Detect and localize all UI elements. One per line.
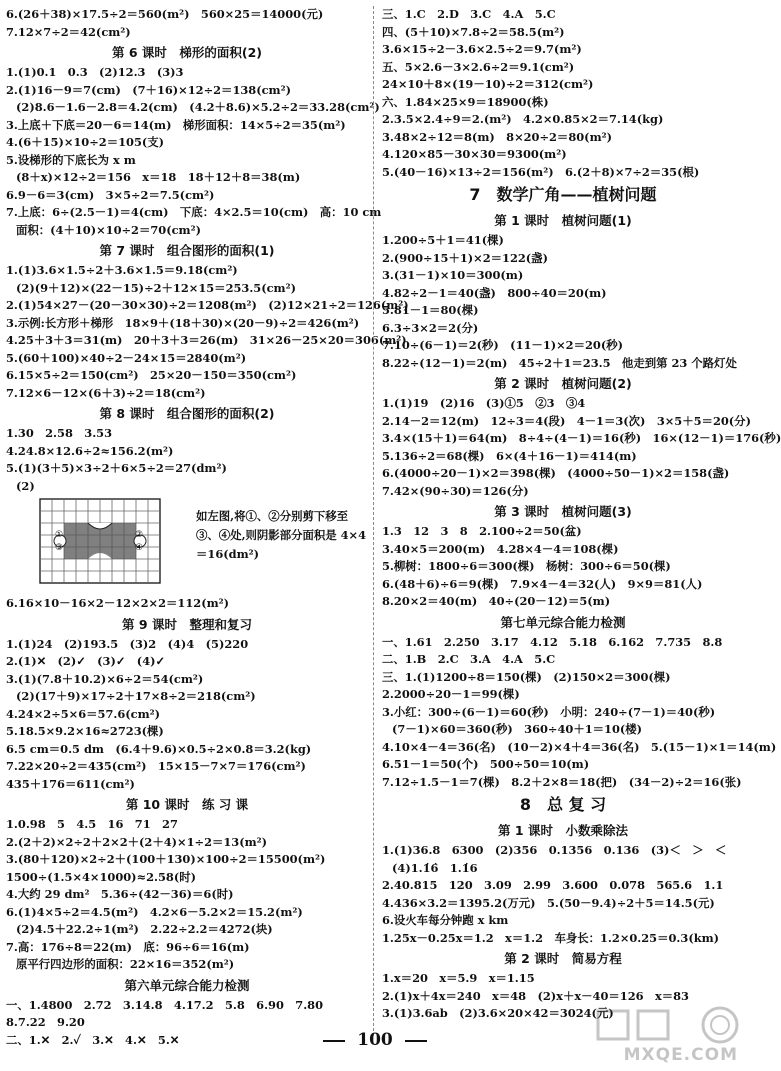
section-title: 第 9 课时 整理和复习 (122, 616, 252, 632)
answer-line: 5.(1)(3＋5)×3÷2＋6×5÷2＝27(dm²) (6, 461, 227, 475)
section-title: 第 10 课时 练 习 课 (125, 797, 249, 812)
section-lesson-6 (6, 41, 382, 239)
answer-line: 8.7.22 9.20 (6, 1015, 85, 1029)
section-lesson-8 (6, 402, 368, 613)
answer-line: 4.24×2÷5×6＝57.6(cm²) (6, 706, 161, 721)
answer-line: 6.16×10－16×2－12×2×2＝112(m²) (6, 596, 230, 610)
answer-line: 5.设梯形的下底长为 x m (6, 152, 136, 167)
answer-lines (6, 262, 409, 402)
left-column (6, 6, 409, 1049)
answer-line: 6.51－1＝50(个) 500÷50＝10(m) (382, 757, 590, 771)
answer-line: 原平行四边形的面积：22×16＝352(m²) (16, 957, 235, 971)
answer-line: 一、1.61 2.250 3.17 4.12 5.18 6.162 7.735 8.8 (382, 634, 723, 649)
answer-line: (2)8.6－1.6－2.8＝4.2(cm) (4.2＋8.6)×5.2÷2＝33.28(cm²) (16, 100, 380, 114)
answer-line: 3.示例:长方形＋梯形 18×9＋(18＋30)×(20－9)÷2＝426(m²) (6, 315, 360, 330)
answer-lines (382, 523, 744, 611)
section-title: 第六单元综合能力检测 (124, 977, 250, 993)
answer-line: (7－1)×60＝360(秒) 360÷40＋1＝10(楼) (392, 722, 643, 736)
answer-line: 4.82÷2－1＝40(盏) 800÷40＝20(m) (382, 285, 607, 300)
grid-figure (20, 497, 180, 593)
answer-line: 6.(48＋6)÷6＝9(棵) 7.9×4－4＝32(人) 9×9＝81(人) (382, 576, 703, 591)
answer-line: (2)(17＋9)×17÷2＋17×8÷2＝218(cm²) (16, 689, 256, 703)
section-title: 第 2 课时 简易方程 (504, 951, 622, 966)
right-pre-lines (382, 6, 744, 181)
answer-line: 5.81－1＝80(棵) (382, 303, 479, 317)
section-title: 第 7 课时 组合图形的面积(1) (99, 243, 275, 258)
answer-line: 2.14－2＝12(m) 12÷3＝4(段) 4－1＝3(次) 3×5＋5＝20(分) (382, 413, 751, 428)
answer-line: 4.25＋3＋3＝31(m) 20＋3＋3＝26(m) 31×26－25×20＝306(m²) (6, 333, 407, 347)
answer-line: 435＋176＝611(cm²) (6, 776, 135, 791)
grid-mark-2: ② (135, 530, 144, 540)
grid-caption-text: 如左图,将①、②分别剪下移至③、④处,则阴影部分面积是 4×4＝16(dm²) (196, 509, 367, 561)
answer-line: 6.(1)4×5÷2＝4.5(m²) 4.2×6－5.2×2＝15.2(m²) (6, 904, 303, 919)
answer-line: 5.(60＋100)×40÷2－24×15＝2840(m²) (6, 350, 247, 365)
answer-line: 1.(1)19 (2)16 (3)①5 ②3 ③4 (382, 396, 586, 410)
answer-line: 3.48×2÷12＝8(m) 8×20÷2＝80(m²) (382, 129, 612, 144)
answer-lines (382, 395, 781, 500)
section-lesson-7 (6, 239, 409, 402)
answer-line: 7.12×6－12×(6＋3)÷2＝18(cm²) (6, 385, 206, 400)
section-lesson-10 (6, 793, 368, 974)
answer-line: 6.15×5÷2＝150(cm²) 25×20－150＝350(cm²) (6, 368, 297, 382)
answer-line: 面积：(4＋10)×10÷2＝70(cm²) (16, 222, 201, 237)
watermark-logo (592, 1005, 742, 1067)
section-title: 第 2 课时 植树问题(2) (494, 376, 632, 391)
answer-line: 1.0.98 5 4.5 16 71 27 (6, 817, 178, 831)
answer-lines (382, 634, 777, 792)
answer-line: 3.(1)3.6ab (2)3.6×20×42＝3024(元) (382, 1006, 614, 1020)
answer-line: 6.5 cm＝0.5 dm (6.4＋9.6)×0.5÷2×0.8＝3.2(kg) (6, 741, 312, 756)
answer-line: (2) (16, 478, 35, 493)
answer-line: 6.(26＋38)×17.5÷2＝560(m²) 560×25＝14000(元) (6, 7, 324, 21)
section-title: 第 3 课时 植树问题(3) (494, 504, 632, 519)
answer-line: 1.x＝20 x＝5.9 x＝1.15 (382, 971, 535, 985)
answer-line: 3.6×15÷2－3.6×2.5÷2＝9.7(m²) (382, 42, 582, 56)
answer-line: 4.24.8×12.6÷2≈156.2(m²) (6, 443, 174, 458)
answer-lines (6, 595, 368, 613)
answer-line: 5.(40－16)×13÷2＝156(m²) 6.(2＋8)×7÷2＝35(根) (382, 164, 700, 179)
answer-line: 1.3 12 3 8 2.100÷2＝50(盆) (382, 524, 582, 538)
answer-lines (6, 425, 368, 495)
answer-line: 2.(1)54×27－(20－30×30)÷2＝1208(m²) (2)12×21÷2＝126(m²) (6, 298, 409, 312)
section-title: 第 6 课时 梯形的面积(2) (111, 45, 263, 60)
answer-line: 3.40×5＝200(m) 4.28×4－4＝108(棵) (382, 541, 619, 556)
answer-line: (2)4.5＋22.2÷1(m²) 2.22÷2.2＝4272(块) (16, 922, 273, 936)
page-number-dash (323, 1040, 345, 1042)
answer-line: (4)1.1̇6̇ 1.1̇6 (392, 860, 478, 875)
answer-line: 2.(1)16－9＝7(cm) (7＋16)×12÷2＝138(cm²) (6, 82, 291, 97)
section-lesson-9 (6, 613, 368, 794)
chapter-title: 8 总 复 习 (519, 795, 607, 814)
answer-line: 三、1.C 2.D 3.C 4.A 5.C (382, 7, 556, 21)
answer-line: 4.10×4－4＝36(名) (10－2)×4＋4＝36(名) 5.(15－1)×1＝14(m) (382, 739, 777, 754)
answer-line: 3.(1)(7.8＋10.2)×6÷2＝54(cm²) (6, 671, 204, 686)
answer-line: 5.136÷2＝68(棵) 6×(4＋16－1)＝414(m) (382, 448, 637, 463)
answer-line: 2.(900÷15＋1)×2＝122(盏) (382, 250, 548, 265)
answer-line: 4.436×3.2＝1395.2(万元) 5.(50－9.4)÷2＋5＝14.5(元) (382, 895, 715, 910)
section-tree-2 (382, 372, 781, 500)
grid-mark-1: ① (55, 530, 64, 540)
answer-line: 6.设火车每分钟跑 x km (382, 913, 509, 927)
section-title: 第 1 课时 小数乘除法 (498, 823, 628, 838)
section-tree-1 (382, 209, 744, 372)
answer-line: 4.大约 29 dm² 5.36÷(42－36)＝6(时) (6, 887, 234, 901)
answer-line: 3.上底＋下底＝20－6＝14(m) 梯形面积：14×5÷2＝35(m²) (6, 117, 346, 132)
answer-line: 6.3÷3×2＝2(分) (382, 320, 479, 335)
answer-line: (2)(9＋12)×(22－15)÷2＋12×15＝253.5(cm²) (16, 280, 296, 295)
answer-line: 7.42×(90÷30)＝126(分) (382, 483, 529, 498)
answer-line: 7.上底：6÷(2.5－1)＝4(cm) 下底：4×2.5＝10(cm) 高：10 cm (6, 205, 382, 219)
answer-line: 3.(80＋120)×2÷2＋(100＋130)×100÷2＝15500(m²) (6, 852, 326, 866)
answer-line: 1500÷(1.5×4×1000)≈2.58(时) (6, 869, 197, 884)
answer-line: 2.2000÷20－1＝99(棵) (382, 687, 520, 701)
answer-line: 3.4×(15＋1)＝64(m) 8÷4÷(4－1)＝16(秒) 16×(12－1)＝176(秒) (382, 431, 781, 445)
left-pre-lines (6, 6, 368, 41)
answer-line: 2.(1)✕ (2)✓ (3)✓ (4)✓ (6, 654, 166, 668)
column-divider (373, 6, 374, 1036)
grid-mark-4: ④ (135, 543, 144, 553)
section-title: 第 1 课时 植树问题(1) (494, 213, 632, 228)
answer-lines (6, 64, 382, 239)
answer-lines (382, 842, 744, 947)
answer-line: 1.25x－0.25x＝1.2 x＝1.2 车身长：1.2×0.25＝0.3(km) (382, 930, 720, 945)
watermark-url: MXQE.COM (623, 1045, 738, 1065)
section-title: 第 8 课时 组合图形的面积(2) (99, 406, 275, 421)
answer-line: 4.(6＋15)×10÷2＝105(支) (6, 135, 165, 149)
answer-line: 2.3.5×2.4÷9＝2.(m²) 4.2×0.85×2＝7.14(kg) (382, 112, 664, 126)
answer-line: 2.40.815 120 3.09 2.99 3.600 0.078 565.6 1.1 (382, 878, 724, 892)
answer-line: 五、5×2.6－3×2.6÷2＝9.1(cm²) (382, 59, 575, 74)
answer-line: 1.(1)24 (2)193.5 (3)2 (4)4 (5)220 (6, 636, 249, 651)
section-tree-3 (382, 500, 744, 611)
answer-line: 1.30 2.58 3.53 (6, 426, 113, 440)
answer-line: 六、1.84×25×9＝18900(株) (382, 94, 549, 109)
section-unit-7-test (382, 611, 777, 792)
answer-line: 二、1.B 2.C 3.A 4.A 5.C (382, 652, 556, 666)
answer-line: 24×10＋8×(19－10)÷2＝312(cm²) (382, 77, 594, 91)
answer-line: 1.200÷5＋1＝41(棵) (382, 233, 504, 247)
answer-line: 3.小红：300÷(6－1)＝60(秒) 小明：240÷(7－1)＝40(秒) (382, 704, 716, 719)
grid-mark-3: ③ (55, 543, 64, 553)
answer-line: 3.(31－1)×10＝300(m) (382, 268, 524, 282)
answer-line: 1.(1)3.6×1.5÷2＋3.6×1.5＝9.18(cm²) (6, 263, 238, 277)
section-title: 第七单元综合能力检测 (500, 614, 626, 630)
page-number-dash (405, 1040, 427, 1042)
answer-line: 8.22÷(12－1)＝2(m) 45÷2＋1＝23.5 他走到第 23 个路灯处 (382, 355, 737, 370)
answer-line: 一、1.4800 2.72 3.14.8 4.17.2 5.8 6.90 7.80 (6, 997, 324, 1012)
answer-lines (6, 816, 368, 974)
answer-line: 8.20×2＝40(m) 40÷(20－12)＝5(m) (382, 594, 611, 608)
answer-line: 1.(1)36.8 6300 (2)356 0.1356 0.136 (3)＜ ＞ ＜ (382, 843, 727, 857)
answer-lines (382, 232, 744, 372)
page-number-text: 100 (357, 1030, 393, 1050)
answer-line: 7.12÷1.5－1＝7(棵) 8.2＋2×8＝18(把) (34－2)÷2＝16(张) (382, 774, 742, 789)
answer-line: 7.12×7÷2＝42(cm²) (6, 24, 131, 39)
section-review-1 (382, 819, 744, 947)
answer-line: 5.18.5×9.2×16≈2723(棵) (6, 724, 164, 738)
answer-line: 5.柳树：1800÷6＝300(棵) 杨树：300÷6＝50(棵) (382, 559, 671, 573)
answer-line: 7.22×20÷2＝435(cm²) 15×15－7×7＝176(cm²) (6, 759, 306, 773)
answer-line: 6.(4000÷20－1)×2＝398(棵) (4000÷50－1)×2＝158(盏) (382, 466, 730, 480)
answer-line: 三、1.(1)1200÷8＝150(棵) (2)150×2＝300(棵) (382, 669, 671, 684)
answer-lines (6, 636, 368, 794)
answer-line: 7.高：176÷8＝22(m) 底：96÷6＝16(m) (6, 939, 250, 954)
answer-line: (8＋x)×12÷2＝156 x＝18 18＋12＋8＝38(m) (16, 170, 301, 184)
answer-line: 四、(5＋10)×7.8÷2＝58.5(m²) (382, 24, 565, 39)
answer-line: 6.9－6＝3(cm) 3×5÷2＝7.5(cm²) (6, 187, 215, 202)
right-column (382, 6, 781, 1023)
answer-line: 二、1.✕ 2.✓ 3.✕ 4.✕ 5.✕ (6, 1032, 180, 1047)
grid-caption (196, 507, 366, 564)
grid-figure-block (6, 495, 368, 595)
answer-line: 2.(2＋2)×2÷2＋2×2＋(2＋4)×1÷2＝13(m²) (6, 834, 268, 849)
chapter-title: 7 数学广角——植树问题 (469, 185, 657, 204)
answer-line: 2.(1)x＋4x＝240 x＝48 (2)x＋x－40＝126 x＝83 (382, 988, 689, 1003)
answer-line: 4.120×85－30×30＝9300(m²) (382, 147, 567, 161)
answer-line: 7.10÷(6－1)＝2(秒) (11－1)×2＝20(秒) (382, 338, 624, 352)
watermark-emblem (592, 1005, 742, 1045)
answer-line: 1.(1)0.1 0.3 (2)12.3 (3)3 (6, 65, 184, 79)
